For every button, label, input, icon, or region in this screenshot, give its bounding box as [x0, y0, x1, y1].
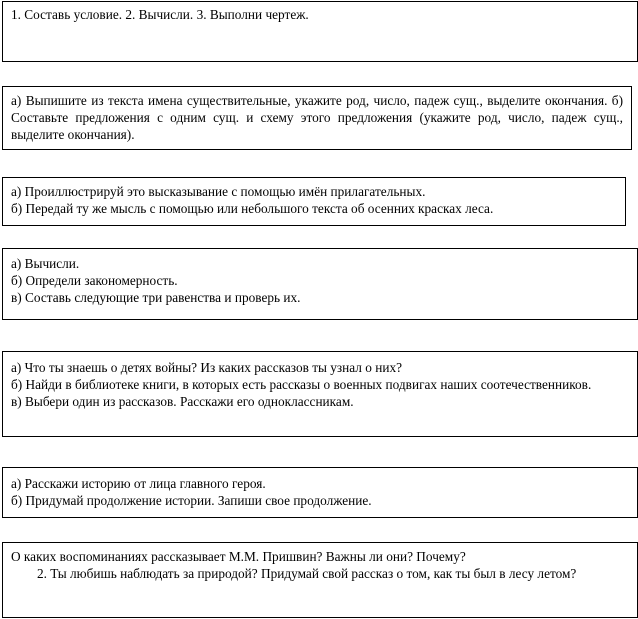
task-3-item-b: б) Передай ту же мысль с помощью или небольшого текста об осенних красках леса. [11, 201, 494, 216]
task-box-3 [2, 177, 626, 226]
task-box-6 [2, 467, 638, 518]
task-box-1 [2, 1, 638, 62]
task-7-question: О каких воспоминаниях рассказывает М.М. Пришвин? Важны ли они? Почему? [11, 549, 466, 564]
task-4-item-b: б) Определи закономерность. [11, 273, 178, 288]
task-box-5 [2, 351, 638, 437]
task-3-item-a: а) Проиллюстрируй это высказывание с помощью имён прилагательных. [11, 184, 426, 199]
task-2-text: а) Выпишите из текста имена существительные, укажите род, число, падеж сущ., выделите окончания. б) Составьте предложения с одним сущ. и схему этого предложения (укажите род, число, падеж сущ., выделите окончания). [11, 93, 623, 142]
task-4-item-c: в) Составь следующие три равенства и проверь их. [11, 290, 301, 305]
task-5-item-b: б) Найди в библиотеке книги, в которых есть рассказы о военных подвигах наших соотечественников. [11, 377, 592, 392]
task-7-item-2: 2. Ты любишь наблюдать за природой? Придумай свой рассказ о том, как ты был в лесу летом? [37, 566, 577, 581]
task-5-item-c: в) Выбери один из рассказов. Расскажи его одноклассникам. [11, 394, 354, 409]
task-4-item-a: а) Вычисли. [11, 256, 80, 271]
task-1-text: 1. Составь условие. 2. Вычисли. 3. Выполни чертеж. [11, 7, 309, 22]
task-6-item-a: а) Расскажи историю от лица главного героя. [11, 476, 266, 491]
task-box-2 [2, 86, 632, 150]
task-6-item-b: б) Придумай продолжение истории. Запиши свое продолжение. [11, 493, 372, 508]
task-5-item-a: а) Что ты знаешь о детях войны? Из каких рассказов ты узнал о них? [11, 360, 403, 375]
task-box-4 [2, 248, 638, 320]
task-box-7 [2, 542, 638, 618]
